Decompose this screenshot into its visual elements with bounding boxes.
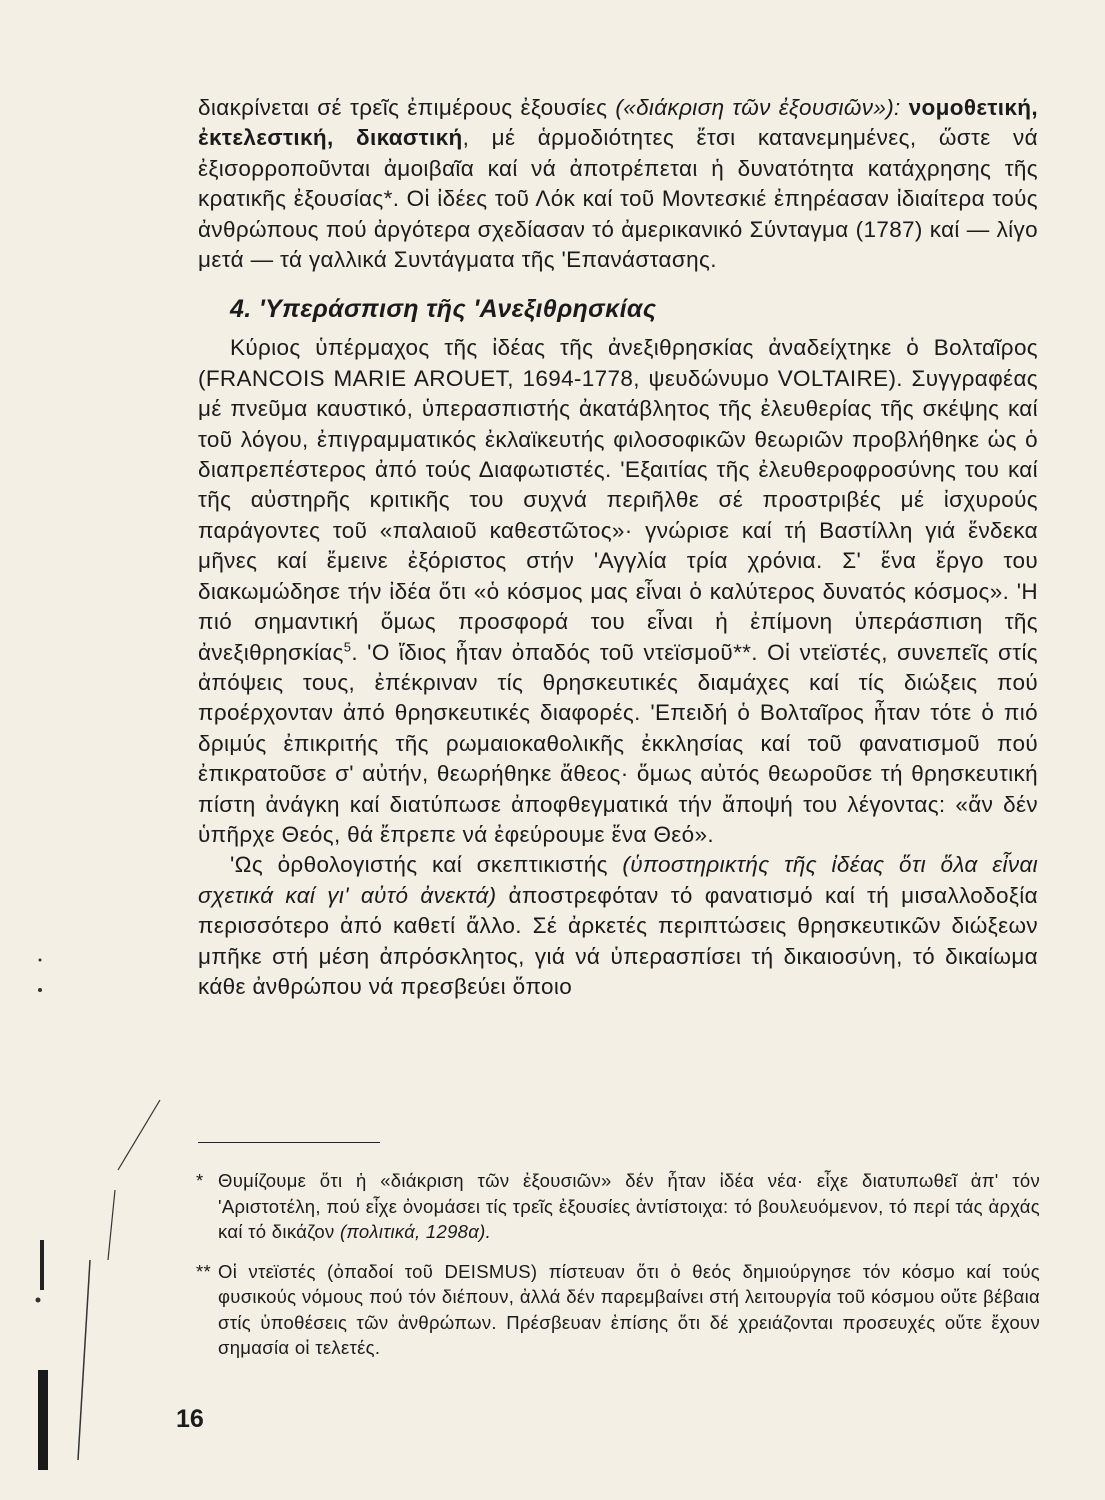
footnote-ref-5: 5 — [343, 639, 352, 654]
scan-line-mark — [108, 1190, 115, 1260]
footnote-separator — [198, 1142, 380, 1143]
scan-speck — [38, 1370, 48, 1470]
scan-speck — [36, 1298, 41, 1303]
italic-phrase: («διάκριση τῶν ἐξουσιῶν»): — [615, 95, 901, 120]
page-number: 16 — [176, 1405, 204, 1433]
margin-scan-marks — [0, 0, 180, 1500]
scan-speck — [38, 988, 42, 992]
scan-line-mark — [118, 1100, 160, 1170]
scan-speck — [39, 959, 42, 962]
paragraph-voltaire: Κύριος ὑπέρμαχος τῆς ἰδέας τῆς ἀνεξιθρησκίας ἀναδείχτηκε ὁ Βολταῖρος (FRANCOIS MARIE AROUET, 1694-1778, ψευδώνυμο VOLTAIRE). Συγγραφέας μέ πνεῦμα καυστικό, ὑπερασπιστής ἀκατάβλητος τῆς ἐλευθερίας τῆς σκέψης καί τοῦ λόγου, ἐπιγραμματικός ἐκλαϊκευτής φιλοσοφικῶν θεωριῶν προβλήθηκε ὡς ὁ διαπρεπέστερος ἀπό τούς Διαφωτιστές. 'Εξαιτίας τῆς ἐλευθεροφροσύνης του καί τῆς αὐστηρῆς κριτικῆς του συχνά περιῆλθε σέ προστριβές μέ ἰσχυρούς παράγοντες τοῦ «παλαιοῦ καθεστῶτος»· γνώρισε καί τή Βαστίλλη γιά ἕνδεκα μῆνες καί ἔμεινε ἐξόριστος στήν 'Αγγλία τρία χρόνια. Σ' ἕνα ἔργο του διακωμώδησε τήν ἰδέα ὅτι «ὁ κόσμος μας εἶναι ὁ καλύτερος δυνατός κόσμος». 'Η πιό σημαντική ὅμως προσφορά του εἶναι ἡ ἐπίμονη ὑπεράσπιση τῆς ἀνεξιθρησκίας$^5$. 'Ο ἴδιος ἦταν ὀπαδός τοῦ ντεϊσμοῦ**. Οἱ ντεϊστές, συνεπεῖς στίς ἀπόψεις τους, ἐπέκριναν τίς θρησκευτικές διαμάχες καί τίς διώξεις πού προέρχονταν ἀπό θρησκευτικές διαφορές. 'Επειδή ὁ Βολταῖρος ἦταν τότε ὁ πιό δριμύς ἐπικριτής τῆς ρωμαιοκαθολικῆς ἐκκλησίας καί τοῦ φανατισμοῦ πού ἐπικρατοῦσε σ' αὐτήν, θεωρήθηκε ἄθεος· ὅμως αὐτός θεωροῦσε τή θρησκευτική πίστη ἀνάγκη καί διατύπωσε ἀποφθεγματικά τήν ἄποψή του λέγοντας: «ἄν δέν ὑπῆρχε Θεός, θά ἔπρεπε νά ἐφεύρουμε ἕνα Θεό». — [198, 335, 1038, 847]
footnote-reference: (πολιτικά, 1298α). — [339, 1221, 492, 1242]
scan-line-mark — [78, 1260, 90, 1460]
footnote-mark: ** — [196, 1260, 211, 1282]
footnote-1: * Θυμίζουμε ὅτι ἡ «διάκριση τῶν ἐξουσιῶν» δέν ἦταν ἰδέα νέα· εἶχε διατυπωθεῖ ἀπ' τόν 'Αριστοτέλη, πού εἶχε ὀνομάσει τίς τρεῖς ἐξουσίες ἀντίστοιχα: τό βουλευόμενον, τό περί τάς ἀρχάς καί τό δικάζον (πολιτικά, 1298α). — [196, 1170, 1040, 1242]
italic-phrase: (ὑποστηρικτής τῆς ἰδέας ὅτι ὅλα εἶναι σχετικά καί γι' αὐτό ἀνεκτά) — [198, 852, 1038, 908]
bold-phrase: νομοθετική, ἐκτελεστική, δικαστική — [198, 95, 1038, 151]
main-text — [198, 93, 1038, 1002]
footnotes — [196, 1168, 1040, 1375]
paragraph-separation-of-powers: διακρίνεται σέ τρεῖς ἐπιμέρους ἐξουσίες («διάκριση τῶν ἐξουσιῶν»): νομοθετική, ἐκτελεστική, δικαστική, μέ ἁρμοδιότητες ἔτσι κατανεμημένες, ὥστε νά ἐξισορροποῦνται ἀμοιβαῖα καί νά ἀποτρέπεται ἡ δυνατότητα κατάχρησης τῆς κρατικῆς ἐξουσίας*. Οἱ ἰδέες τοῦ Λόκ καί τοῦ Μοντεσκιέ ἐπηρέασαν ἰδιαίτερα τούς ἀνθρώπους πού ἀργότερα σχεδίασαν τό ἀμερικανικό Σύνταγμα (1787) καί — λίγο μετά — τά γαλλικά Συντάγματα τῆς 'Επανάστασης. — [198, 95, 1038, 273]
footnote-mark: * — [196, 1170, 204, 1191]
paragraph-rationalist: 'Ως ὀρθολογιστής καί σκεπτικιστής (ὑποστηρικτής τῆς ἰδέας ὅτι ὅλα εἶναι σχετικά καί γι' αὐτό ἀνεκτά) ἀποστρεφόταν τό φανατισμό καί τή μισαλλοδοξία περισσότερο ἀπό καθετί ἄλλο. Σέ ἀρκετές περιπτώσεις θρησκευτικῶν διώξεων μπῆκε στή μέση ἀπρόσκλητος, γιά νά ὑπερασπίσει τή δικαιοσύνη, τό δικαίωμα κάθε ἀνθρώπου νά πρεσβεύει ὅποιο — [198, 852, 1038, 999]
section-heading: 4. 'Υπεράσπιση τῆς 'Ανεξιθρησκίας — [230, 295, 657, 324]
scan-speck — [40, 1240, 44, 1290]
footnote-2: ** Οἱ ντεϊστές (ὀπαδοί τοῦ DEISMUS) πίστευαν ὅτι ὁ θεός δημιούργησε τόν κόσμο καί τούς φυσικούς νόμους πού τόν διέπουν, ἀλλά δέν παρεμβαίνει στή λειτουργία τοῦ κόσμου οὔτε βέβαια στίς ὑποθέσεις τῶν ἀνθρώπων. Πρέσβευαν ἐπίσης ὅτι δέ χρειάζονται προσευχές οὔτε ἔχουν σημασία οἱ τελετές. — [196, 1260, 1040, 1358]
